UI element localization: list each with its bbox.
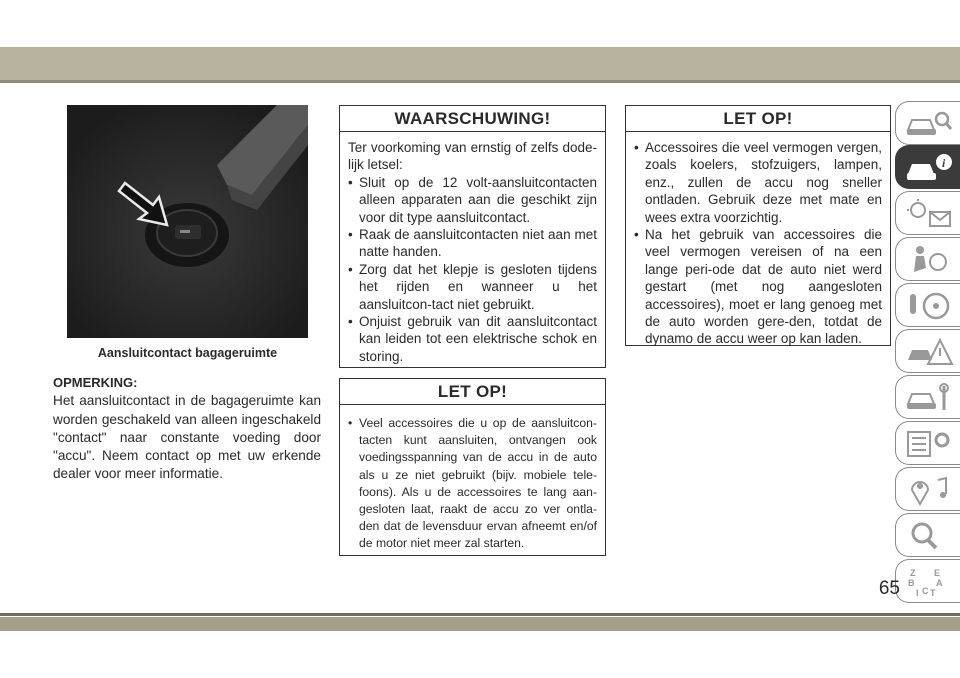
warning-item: • Zorg dat het klepje is gesloten tijdens het rijden en wanneer u het aansluitcon-tact niet gebruikt. xyxy=(348,261,597,313)
note-title: OPMERKING: xyxy=(53,375,138,390)
tab-car-info[interactable] xyxy=(895,145,960,189)
index-letter: Z xyxy=(910,568,916,578)
index-letter: A xyxy=(936,578,943,588)
header-rule xyxy=(0,80,960,83)
tab-multimedia[interactable] xyxy=(895,467,960,511)
page-number: 65 xyxy=(878,578,900,599)
header-band xyxy=(0,47,960,80)
magnifier-icon xyxy=(904,520,954,552)
tab-car-inspection[interactable] xyxy=(895,101,960,145)
warning-item: • Raak de aansluitcontacten niet aan met natte handen. xyxy=(348,226,597,261)
tab-customer-assistance[interactable] xyxy=(895,513,960,557)
road-warning-car-icon xyxy=(904,336,954,368)
index-letter: E xyxy=(934,568,941,578)
car-wrench-icon xyxy=(904,382,954,414)
index-letter: B xyxy=(908,578,915,588)
footer-band xyxy=(0,617,960,631)
warning-light-message-icon xyxy=(904,198,954,230)
warning-item: • Onjuist gebruik van dit aansluitcontact kan leiden tot een elektrische schok en storing. xyxy=(348,313,597,365)
caution-item: • Veel accessoires die u op de aansluitcon-tacten kunt aansluiten, ontvangen ook voedingsspanning van de accu in de auto als u ze niet gebruikt (bijv. mobiele tele-foons). Als u de accessoires te lang aan-gesloten laat, raakt de accu zo ver ontla-den dat de levensduur ervan afneemt en/of de motor niet meer zal starten. xyxy=(348,415,597,553)
outlet-photo xyxy=(67,105,308,338)
caution-box-2 xyxy=(625,105,891,346)
index-letter: C xyxy=(922,586,929,596)
tab-emergency[interactable] xyxy=(895,329,960,373)
tab-index[interactable] xyxy=(895,559,960,603)
index-letter: T xyxy=(930,588,936,598)
tab-starting-driving[interactable] xyxy=(895,283,960,327)
seat-airbag-icon xyxy=(904,244,954,276)
tab-specifications[interactable] xyxy=(895,421,960,465)
checklist-gear-icon xyxy=(904,428,954,460)
tab-safety[interactable] xyxy=(895,237,960,281)
warning-intro: Ter voorkoming van ernstig of zelfs dode-lijk letsel: xyxy=(348,140,597,173)
caution-title-2: LET OP! xyxy=(626,106,890,132)
caution-title: LET OP! xyxy=(340,379,605,405)
svg-text:i: i xyxy=(942,156,946,170)
caution-item: • Na het gebruik van accessoires die veel vermogen vereisen of na een lange peri-ode dat de auto niet werd gestart (met nog aangesloten accessoires), moet er lang genoeg met de auto worden gere-den, totdat de dynamo de accu weer op kan laden. xyxy=(634,226,882,348)
tab-warning-lights[interactable] xyxy=(895,191,960,235)
car-info-icon xyxy=(904,152,954,184)
photo-caption: Aansluitcontact bagageruimte xyxy=(97,346,278,360)
warning-item: • Sluit op de 12 volt-aansluitcontacten alleen apparaten aan die geschikt zijn voor dit type aansluitcontact. xyxy=(348,174,597,226)
index-letter: I xyxy=(916,588,919,598)
note-section xyxy=(53,374,321,484)
note-body: Het aansluitcontact in de bagageruimte kan worden geschakeld van alleen ingeschakeld "contact" naar constante voeding door "accu". Neem contact op met uw erkende dealer voor meer informatie. xyxy=(53,393,321,482)
map-pin-music-icon xyxy=(904,474,954,506)
steering-wheel-ignition-icon xyxy=(904,290,954,322)
alphabet-index-icon xyxy=(904,566,954,598)
warning-title: WAARSCHUWING! xyxy=(340,106,605,132)
caution-item: • Accessoires die veel vermogen vergen, zoals koelers, stofzuigers, lampen, enz., zullen de accu nog sneller ontladen. Gebruik deze met mate en wees extra voorzichtig. xyxy=(634,139,882,226)
car-magnifier-icon xyxy=(904,108,954,140)
footer-rule xyxy=(0,613,960,616)
caution-box xyxy=(339,378,606,556)
warning-box xyxy=(339,105,606,368)
tab-servicing[interactable] xyxy=(895,375,960,419)
